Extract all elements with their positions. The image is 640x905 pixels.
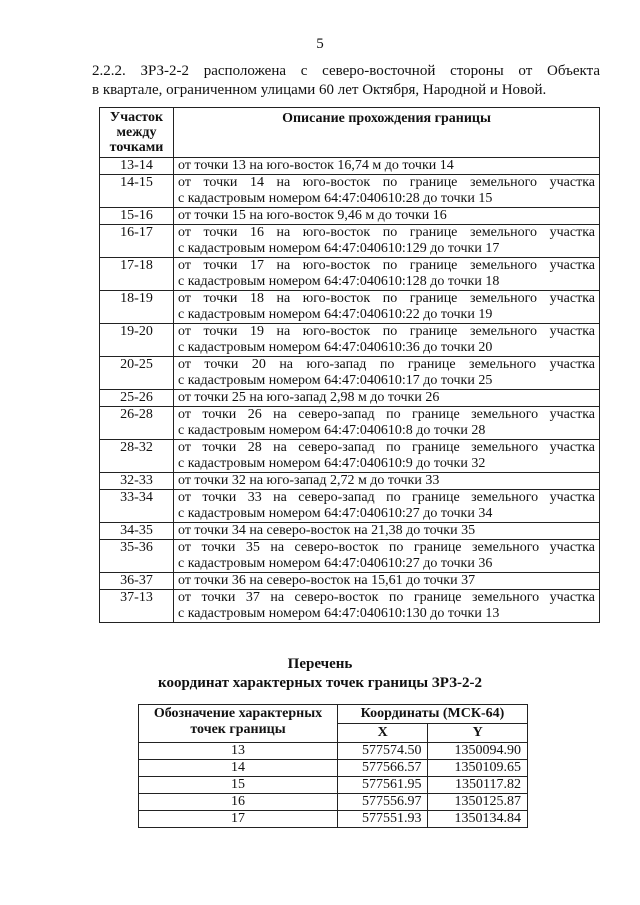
page-number: 5 xyxy=(316,36,324,52)
segment-cell: 19-20 xyxy=(100,324,174,357)
description-cell xyxy=(174,390,600,407)
header-points: Обозначение характерных точек границы xyxy=(139,705,338,743)
header-y: Y xyxy=(428,724,528,743)
table-row xyxy=(100,407,600,440)
description-line-1: от точки 32 на юго-запад 2,72 м до точки 33 xyxy=(178,473,440,488)
description-line-2: с кадастровым номером 64:47:040610:9 до точки 32 xyxy=(178,456,486,471)
table-row xyxy=(100,390,600,407)
description-cell xyxy=(174,540,600,573)
intro-line-2: в квартале, ограниченном улицами 60 лет Октября, Народной и Новой. xyxy=(92,82,547,98)
description-cell xyxy=(174,473,600,490)
description-line-2: с кадастровым номером 64:47:040610:129 до точки 17 xyxy=(178,241,500,256)
x-cell: 577556.97 xyxy=(338,794,428,811)
description-line-2: с кадастровым номером 64:47:040610:27 до точки 34 xyxy=(178,506,493,521)
description-line-1: от точки 36 на северо-восток на 15,61 до точки 37 xyxy=(178,573,476,588)
description-line-1: от точки 13 на юго-восток 16,74 м до точки 14 xyxy=(178,158,454,173)
table-row xyxy=(139,777,528,794)
segment-cell: 37-13 xyxy=(100,590,174,623)
segment-cell: 17-18 xyxy=(100,258,174,291)
description-line-2: с кадастровым номером 64:47:040610:28 до точки 15 xyxy=(178,191,493,206)
description-line-2: с кадастровым номером 64:47:040610:27 до точки 36 xyxy=(178,556,493,571)
list-title-line-2: координат характерных точек границы ЗРЗ-2-2 xyxy=(158,675,482,691)
point-cell: 15 xyxy=(139,777,338,794)
table-row xyxy=(100,490,600,523)
table-row xyxy=(100,473,600,490)
description-line-2: с кадастровым номером 64:47:040610:8 до точки 28 xyxy=(178,423,486,438)
table-row xyxy=(100,523,600,540)
description-line-1: от точки 26 на северо-запад по границе земельного участка xyxy=(178,407,595,422)
description-cell xyxy=(174,208,600,225)
table-row xyxy=(100,208,600,225)
table-row xyxy=(139,794,528,811)
x-cell: 577561.95 xyxy=(338,777,428,794)
table-row xyxy=(100,357,600,390)
header-segment: Участок между точками xyxy=(100,108,174,158)
segment-cell: 26-28 xyxy=(100,407,174,440)
table-row xyxy=(100,258,600,291)
description-cell xyxy=(174,258,600,291)
table-row xyxy=(139,743,528,760)
coordinates-list-title xyxy=(0,655,640,693)
segment-cell: 13-14 xyxy=(100,158,174,175)
x-cell: 577566.57 xyxy=(338,760,428,777)
y-cell: 1350117.82 xyxy=(428,777,528,794)
y-cell: 1350109.65 xyxy=(428,760,528,777)
table-header-row xyxy=(100,108,600,158)
segment-cell: 28-32 xyxy=(100,440,174,473)
segment-cell: 14-15 xyxy=(100,175,174,208)
description-line-2: с кадастровым номером 64:47:040610:128 до точки 18 xyxy=(178,274,500,289)
description-cell xyxy=(174,324,600,357)
point-cell: 17 xyxy=(139,811,338,828)
table-header-row xyxy=(139,705,528,724)
description-cell xyxy=(174,291,600,324)
description-cell xyxy=(174,225,600,258)
segment-cell: 36-37 xyxy=(100,573,174,590)
description-line-1: от точки 28 на северо-запад по границе земельного участка xyxy=(178,440,595,455)
table-row xyxy=(100,540,600,573)
y-cell: 1350125.87 xyxy=(428,794,528,811)
segment-cell: 25-26 xyxy=(100,390,174,407)
table-row xyxy=(100,175,600,208)
description-cell xyxy=(174,440,600,473)
header-description: Описание прохождения границы xyxy=(174,108,600,158)
description-line-1: от точки 14 на юго-восток по границе земельного участка xyxy=(178,175,595,190)
table-row xyxy=(100,225,600,258)
description-line-1: от точки 17 на юго-восток по границе земельного участка xyxy=(178,258,595,273)
description-line-1: от точки 20 на юго-запад по границе земельного участка xyxy=(178,357,595,372)
description-line-2: с кадастровым номером 64:47:040610:17 до точки 25 xyxy=(178,373,493,388)
description-cell xyxy=(174,407,600,440)
table-row xyxy=(100,440,600,473)
intro-line-1: 2.2.2. ЗРЗ-2-2 расположена с северо-восточной стороны от Объекта xyxy=(92,63,600,79)
description-line-1: от точки 18 на юго-восток по границе земельного участка xyxy=(178,291,595,306)
x-cell: 577551.93 xyxy=(338,811,428,828)
x-cell: 577574.50 xyxy=(338,743,428,760)
intro-paragraph xyxy=(92,62,600,100)
coordinates-table xyxy=(138,704,528,828)
boundary-segments-table xyxy=(99,107,600,623)
y-cell: 1350134.84 xyxy=(428,811,528,828)
segment-cell: 33-34 xyxy=(100,490,174,523)
description-line-1: от точки 37 на северо-восток по границе земельного участка xyxy=(178,590,595,605)
table-row xyxy=(139,760,528,777)
description-cell xyxy=(174,490,600,523)
segment-cell: 15-16 xyxy=(100,208,174,225)
point-cell: 14 xyxy=(139,760,338,777)
segment-cell: 16-17 xyxy=(100,225,174,258)
coordinates-table-body xyxy=(139,743,528,828)
segment-cell: 35-36 xyxy=(100,540,174,573)
header-x: X xyxy=(338,724,428,743)
segment-cell: 32-33 xyxy=(100,473,174,490)
description-cell xyxy=(174,158,600,175)
description-cell xyxy=(174,590,600,623)
table-row xyxy=(100,324,600,357)
description-cell xyxy=(174,175,600,208)
description-line-1: от точки 33 на северо-запад по границе земельного участка xyxy=(178,490,595,505)
segments-table-body xyxy=(100,158,600,623)
point-cell: 13 xyxy=(139,743,338,760)
table-row xyxy=(100,590,600,623)
description-line-1: от точки 35 на северо-восток по границе земельного участка xyxy=(178,540,595,555)
table-row xyxy=(139,811,528,828)
segment-cell: 18-19 xyxy=(100,291,174,324)
description-line-1: от точки 16 на юго-восток по границе земельного участка xyxy=(178,225,595,240)
table-row xyxy=(100,158,600,175)
table-row xyxy=(100,291,600,324)
description-cell xyxy=(174,357,600,390)
description-line-1: от точки 15 на юго-восток 9,46 м до точки 16 xyxy=(178,208,447,223)
segment-cell: 20-25 xyxy=(100,357,174,390)
header-coordinates: Координаты (МСК-64) xyxy=(338,705,528,724)
description-line-2: с кадастровым номером 64:47:040610:130 до точки 13 xyxy=(178,606,500,621)
description-line-2: с кадастровым номером 64:47:040610:22 до точки 19 xyxy=(178,307,493,322)
segment-cell: 34-35 xyxy=(100,523,174,540)
description-cell xyxy=(174,523,600,540)
point-cell: 16 xyxy=(139,794,338,811)
description-line-2: с кадастровым номером 64:47:040610:36 до точки 20 xyxy=(178,340,493,355)
description-line-1: от точки 34 на северо-восток на 21,38 до точки 35 xyxy=(178,523,476,538)
list-title-line-1: Перечень xyxy=(287,656,353,672)
description-cell xyxy=(174,573,600,590)
description-line-1: от точки 19 на юго-восток по границе земельного участка xyxy=(178,324,595,339)
description-line-1: от точки 25 на юго-запад 2,98 м до точки 26 xyxy=(178,390,440,405)
table-row xyxy=(100,573,600,590)
y-cell: 1350094.90 xyxy=(428,743,528,760)
